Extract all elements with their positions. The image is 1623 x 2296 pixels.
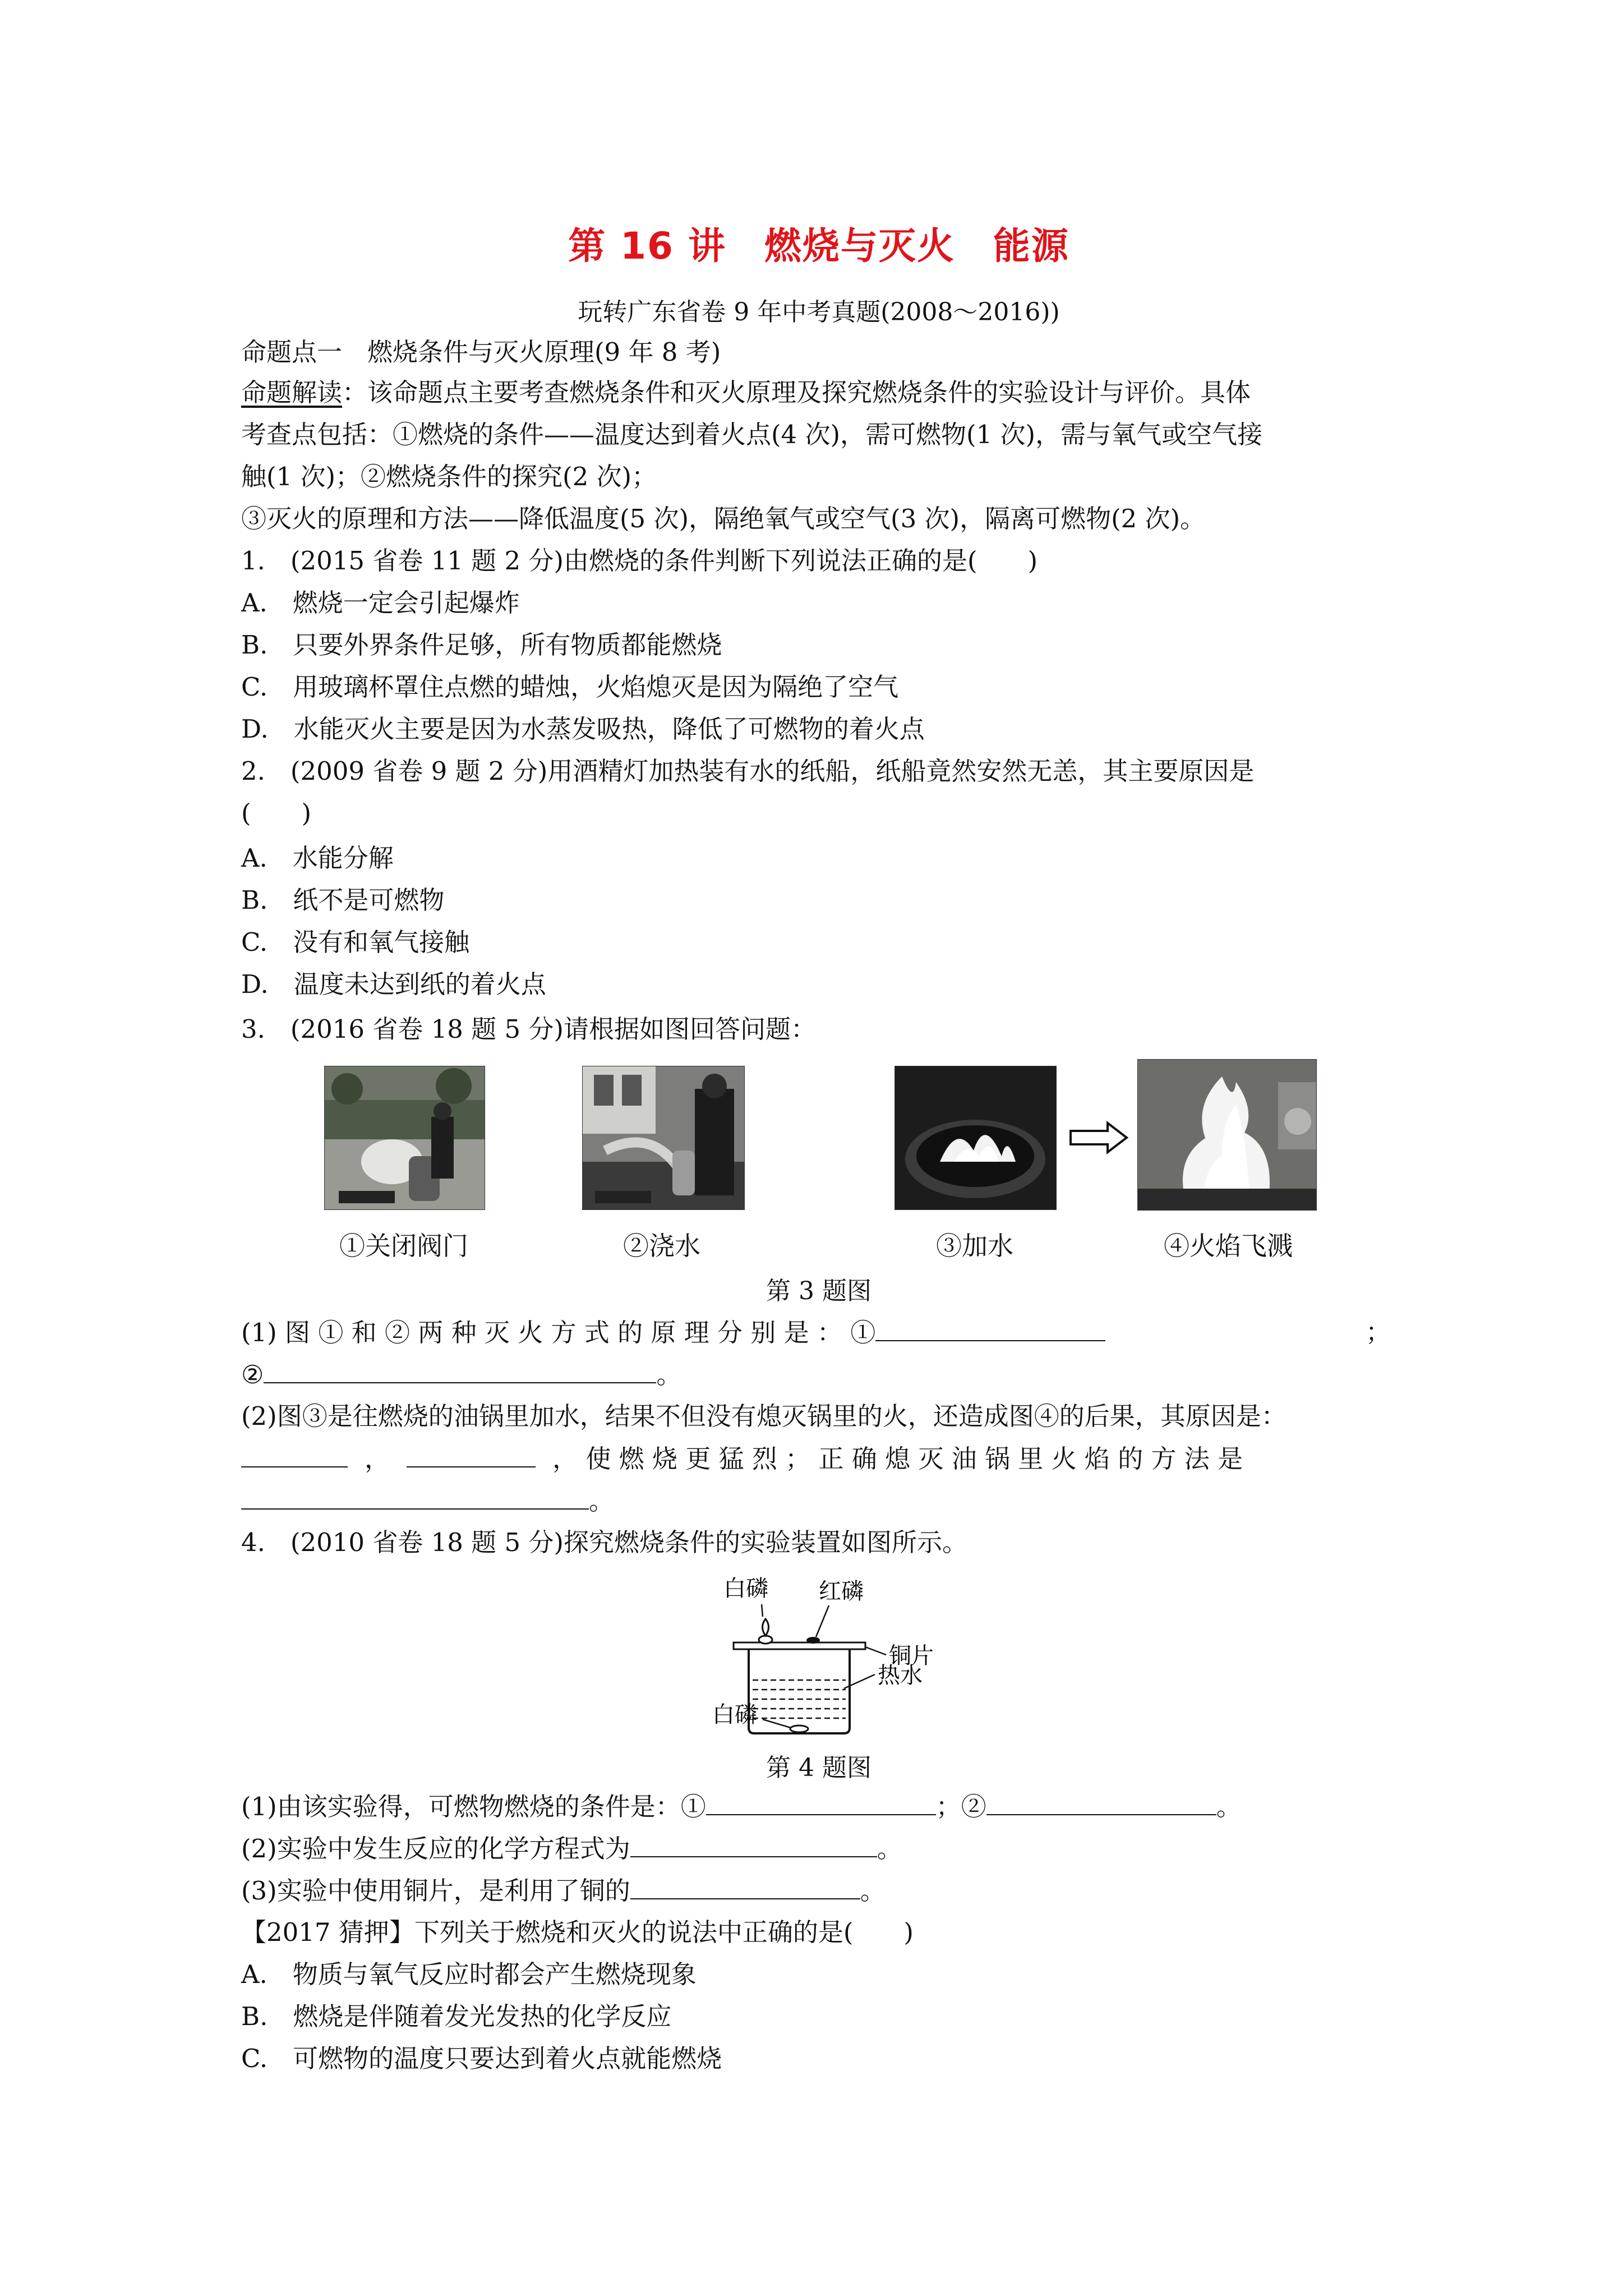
q3-blank-4[interactable] [407,1442,536,1467]
q3-stem: 3. (2016 省卷 18 题 5 分)请根据如图回答问题： [241,1014,816,1044]
caption-close-valve: ①关闭阀门 [339,1231,468,1261]
q2-option-c: C. 没有和氧气接触 [241,927,470,957]
q4-part1-end: 。 [1216,1792,1242,1821]
experiment-diagram [701,1565,953,1739]
caption-spray-water: ②浇水 [623,1231,700,1261]
q2-option-b: B. 纸不是可燃物 [241,885,445,915]
q4-part3 [241,1874,886,1908]
photo-oil-pan-fire-image [895,1066,1056,1209]
experiment-apparatus [701,1565,953,1739]
q4-part2 [241,1832,902,1866]
q2-option-d: D. 温度未达到纸的着火点 [241,969,546,999]
analysis-line-4: ③灭火的原理和方法——降低温度(5 次)，隔绝氧气或空气(3 次)，隔离可燃物(2 次)。 [241,504,1206,533]
analysis-line-3: 触(1 次)；②燃烧条件的探究(2 次)； [241,462,657,491]
photo-fire-splash [1137,1059,1317,1211]
q4-figure-caption: 第 4 题图 [766,1754,872,1782]
q4-part1-text: (1)由该实验得，可燃物燃烧的条件是：① [241,1792,706,1821]
q3-part2-text: ， 使 燃 烧 更 猛 烈 ； 正 确 熄 灭 油 锅 里 火 焰 的 方 法 是 [552,1444,1243,1474]
q3-part1-circle-2: ② [241,1360,264,1389]
analysis-line-2: 考查点包括：①燃烧的条件——温度达到着火点(4 次)，需可燃物(1 次)，需与氧气或空气接 [241,420,1263,449]
q4-blank-1[interactable] [706,1789,936,1815]
q3-part1-text: (1) 图 ① 和 ② 两 种 灭 火 方 式 的 原 理 分 别 是 ： ① [241,1318,876,1347]
label-copper-plate: 铜片 [889,1643,934,1669]
label-white-phosphorus-top: 白磷 [723,1576,768,1602]
guess-option-a: A. 物质与氧气反应时都会产生燃烧现象 [241,1959,697,1989]
analysis-line-1 [241,376,1251,409]
q3-part1-line2 [241,1358,681,1392]
q3-figure-caption: 第 3 题图 [766,1277,872,1305]
q3-part1-semicolon: ； [1365,1317,1391,1347]
photo-spray-water-image [583,1066,744,1209]
q3-part2-line1: (2)图③是往燃烧的油锅里加水，结果不但没有熄灭锅里的火，还造成图④的后果，其原因是： [241,1401,1287,1431]
label-hot-water: 热水 [878,1663,923,1688]
photo-close-valve-image [325,1066,485,1209]
q4-blank-3[interactable] [630,1832,877,1857]
analysis-label: 命题解读 [241,378,343,407]
q1-option-b: B. 只要外界条件足够，所有物质都能燃烧 [241,630,722,660]
q3-part2-line3 [241,1484,614,1518]
q3-blank-2[interactable] [264,1358,656,1383]
q1-option-c: C. 用玻璃杯罩住点燃的蜡烛，火焰熄灭是因为隔绝了空气 [241,672,899,702]
photo-close-valve [324,1066,485,1210]
q4-part3-text: (3)实验中使用铜片，是利用了铜的 [241,1876,630,1906]
guess-option-c: C. 可燃物的温度只要达到着火点就能燃烧 [241,2044,722,2073]
q1-option-d: D. 水能灭火主要是因为水蒸发吸热，降低了可燃物的着火点 [241,714,925,744]
label-red-phosphorus: 红磷 [819,1579,864,1604]
page-subtitle: 玩转广东省卷 9 年中考真题(2008～2016)) [578,298,1060,326]
photo-spray-water [582,1066,745,1210]
q1-stem: 1. (2015 省卷 11 题 2 分)由燃烧的条件判断下列说法正确的是( ) [241,546,1038,576]
caption-fire-splash: ④火焰飞溅 [1164,1231,1293,1261]
q3-blank-3[interactable] [241,1442,348,1467]
q4-blank-2[interactable] [986,1789,1216,1815]
q4-part3-end: 。 [860,1876,886,1906]
page-title: 第 16 讲 燃烧与灭火 能源 [568,224,1069,268]
q4-part2-end: 。 [877,1834,902,1864]
q4-blank-4[interactable] [630,1874,860,1899]
q3-blank-1[interactable] [875,1315,1105,1341]
section-heading: 命题点一 燃烧条件与灭火原理(9 年 8 考) [241,337,721,367]
q2-paren: ( ) [241,798,312,828]
q3-blank-5[interactable] [241,1484,589,1510]
photo-oil-pan-fire [895,1066,1057,1210]
q2-option-a: A. 水能分解 [241,843,394,873]
guess-stem: 【2017 猜押】下列关于燃烧和灭火的说法中正确的是( ) [241,1917,914,1947]
q4-part1 [241,1789,1242,1824]
q4-stem: 4. (2010 省卷 18 题 5 分)探究燃烧条件的实验装置如图所示。 [241,1527,967,1557]
q3-part1-line1 [241,1315,1396,1350]
caption-add-water: ③加水 [936,1231,1013,1261]
q4-part2-text: (2)实验中发生反应的化学方程式为 [241,1834,630,1864]
q1-option-a: A. 燃烧一定会引起爆炸 [241,588,520,618]
q3-part1-period: 。 [656,1360,682,1389]
guess-option-b: B. 燃烧是伴随着发光发热的化学反应 [241,2001,672,2031]
arrow-icon [1068,1121,1130,1154]
q3-part2-period: 。 [589,1486,615,1516]
photo-fire-splash-image [1138,1060,1316,1210]
q2-stem: 2. (2009 省卷 9 题 2 分)用酒精灯加热装有水的纸船，纸船竟然安然无恙，其主要原因是 [241,756,1255,786]
analysis-text-1: ：该命题点主要考查燃烧条件和灭火原理及探究燃烧条件的实验设计与评价。具体 [342,378,1251,407]
q4-part1-mid: ；② [935,1792,986,1821]
q3-part2-line2 [241,1442,1396,1476]
label-white-phosphorus-bottom: 白磷 [712,1702,757,1728]
q3-part2-comma: ， [365,1444,390,1474]
